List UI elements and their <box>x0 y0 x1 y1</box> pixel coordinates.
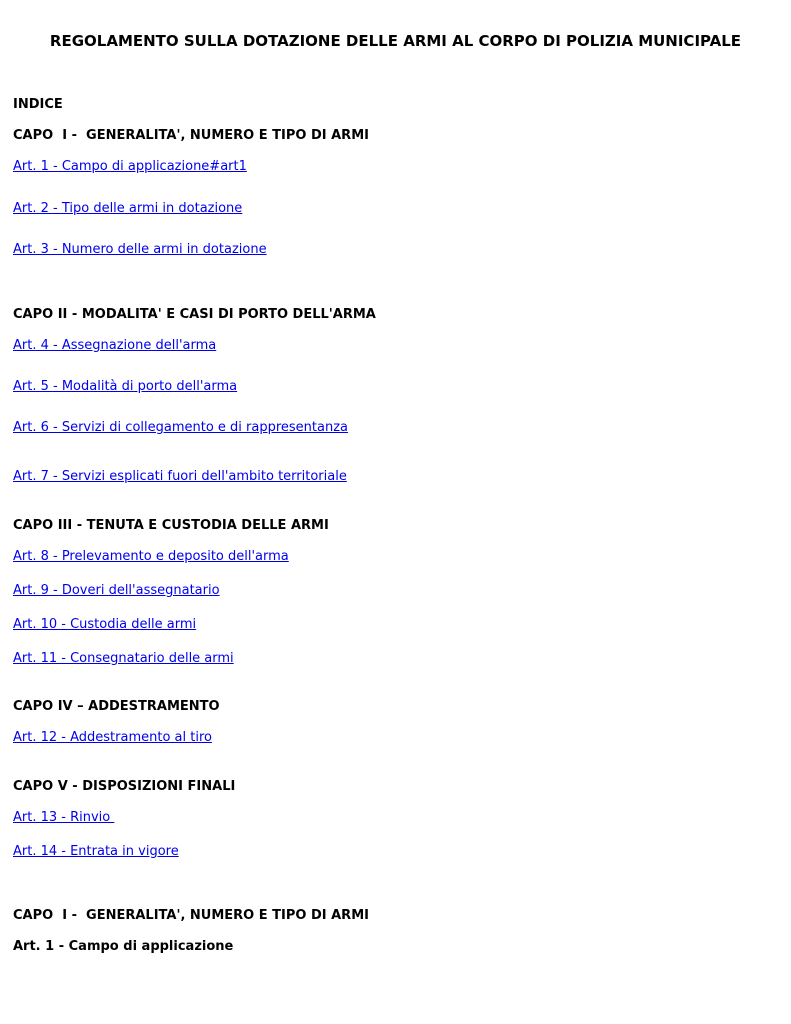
toc-link-art-14[interactable]: Art. 14 - Entrata in vigore <box>13 844 179 859</box>
toc-link-art-10[interactable]: Art. 10 - Custodia delle armi <box>13 617 197 632</box>
toc-link-art-11[interactable]: Art. 11 - Consegnatario delle armi <box>13 651 234 666</box>
toc-link-art-5[interactable]: Art. 5 - Modalità di porto dell'arma <box>13 379 238 394</box>
toc-link-art-3[interactable]: Art. 3 - Numero delle armi in dotazione <box>13 242 267 257</box>
chapter-heading-1: CAPO I - GENERALITA', NUMERO E TIPO DI ARMI <box>13 128 369 143</box>
toc-link-art-4[interactable]: Art. 4 - Assegnazione dell'arma <box>13 338 217 353</box>
toc-link-art-7[interactable]: Art. 7 - Servizi esplicati fuori dell'ambito territoriale <box>13 469 347 484</box>
toc-link-art-2[interactable]: Art. 2 - Tipo delle armi in dotazione <box>13 201 243 216</box>
document-title: REGOLAMENTO SULLA DOTAZIONE DELLE ARMI AL CORPO DI POLIZIA MUNICIPALE <box>49 32 742 50</box>
toc-link-art-13[interactable]: Art. 13 - Rinvio <box>13 810 115 825</box>
chapter-heading-3: CAPO III - TENUTA E CUSTODIA DELLE ARMI <box>13 518 329 533</box>
chapter-heading-5: CAPO V - DISPOSIZIONI FINALI <box>13 779 236 794</box>
chapter-heading-2: CAPO II - MODALITA' E CASI DI PORTO DELL'ARMA <box>13 307 376 322</box>
toc-link-art-6[interactable]: Art. 6 - Servizi di collegamento e di rappresentanza <box>13 420 349 435</box>
toc-link-art-12[interactable]: Art. 12 - Addestramento al tiro <box>13 730 212 745</box>
chapter-heading-4: CAPO IV – ADDESTRAMENTO <box>13 699 220 714</box>
index-heading: INDICE <box>13 97 63 112</box>
toc-link-art-8[interactable]: Art. 8 - Prelevamento e deposito dell'arma <box>13 549 289 564</box>
toc-link-art-1[interactable]: Art. 1 - Campo di applicazione#art1 <box>13 159 247 174</box>
body-chapter-heading: CAPO I - GENERALITA', NUMERO E TIPO DI ARMI <box>13 908 369 923</box>
toc-link-art-9[interactable]: Art. 9 - Doveri dell'assegnatario <box>13 583 220 598</box>
body-article-heading: Art. 1 - Campo di applicazione <box>13 939 234 954</box>
